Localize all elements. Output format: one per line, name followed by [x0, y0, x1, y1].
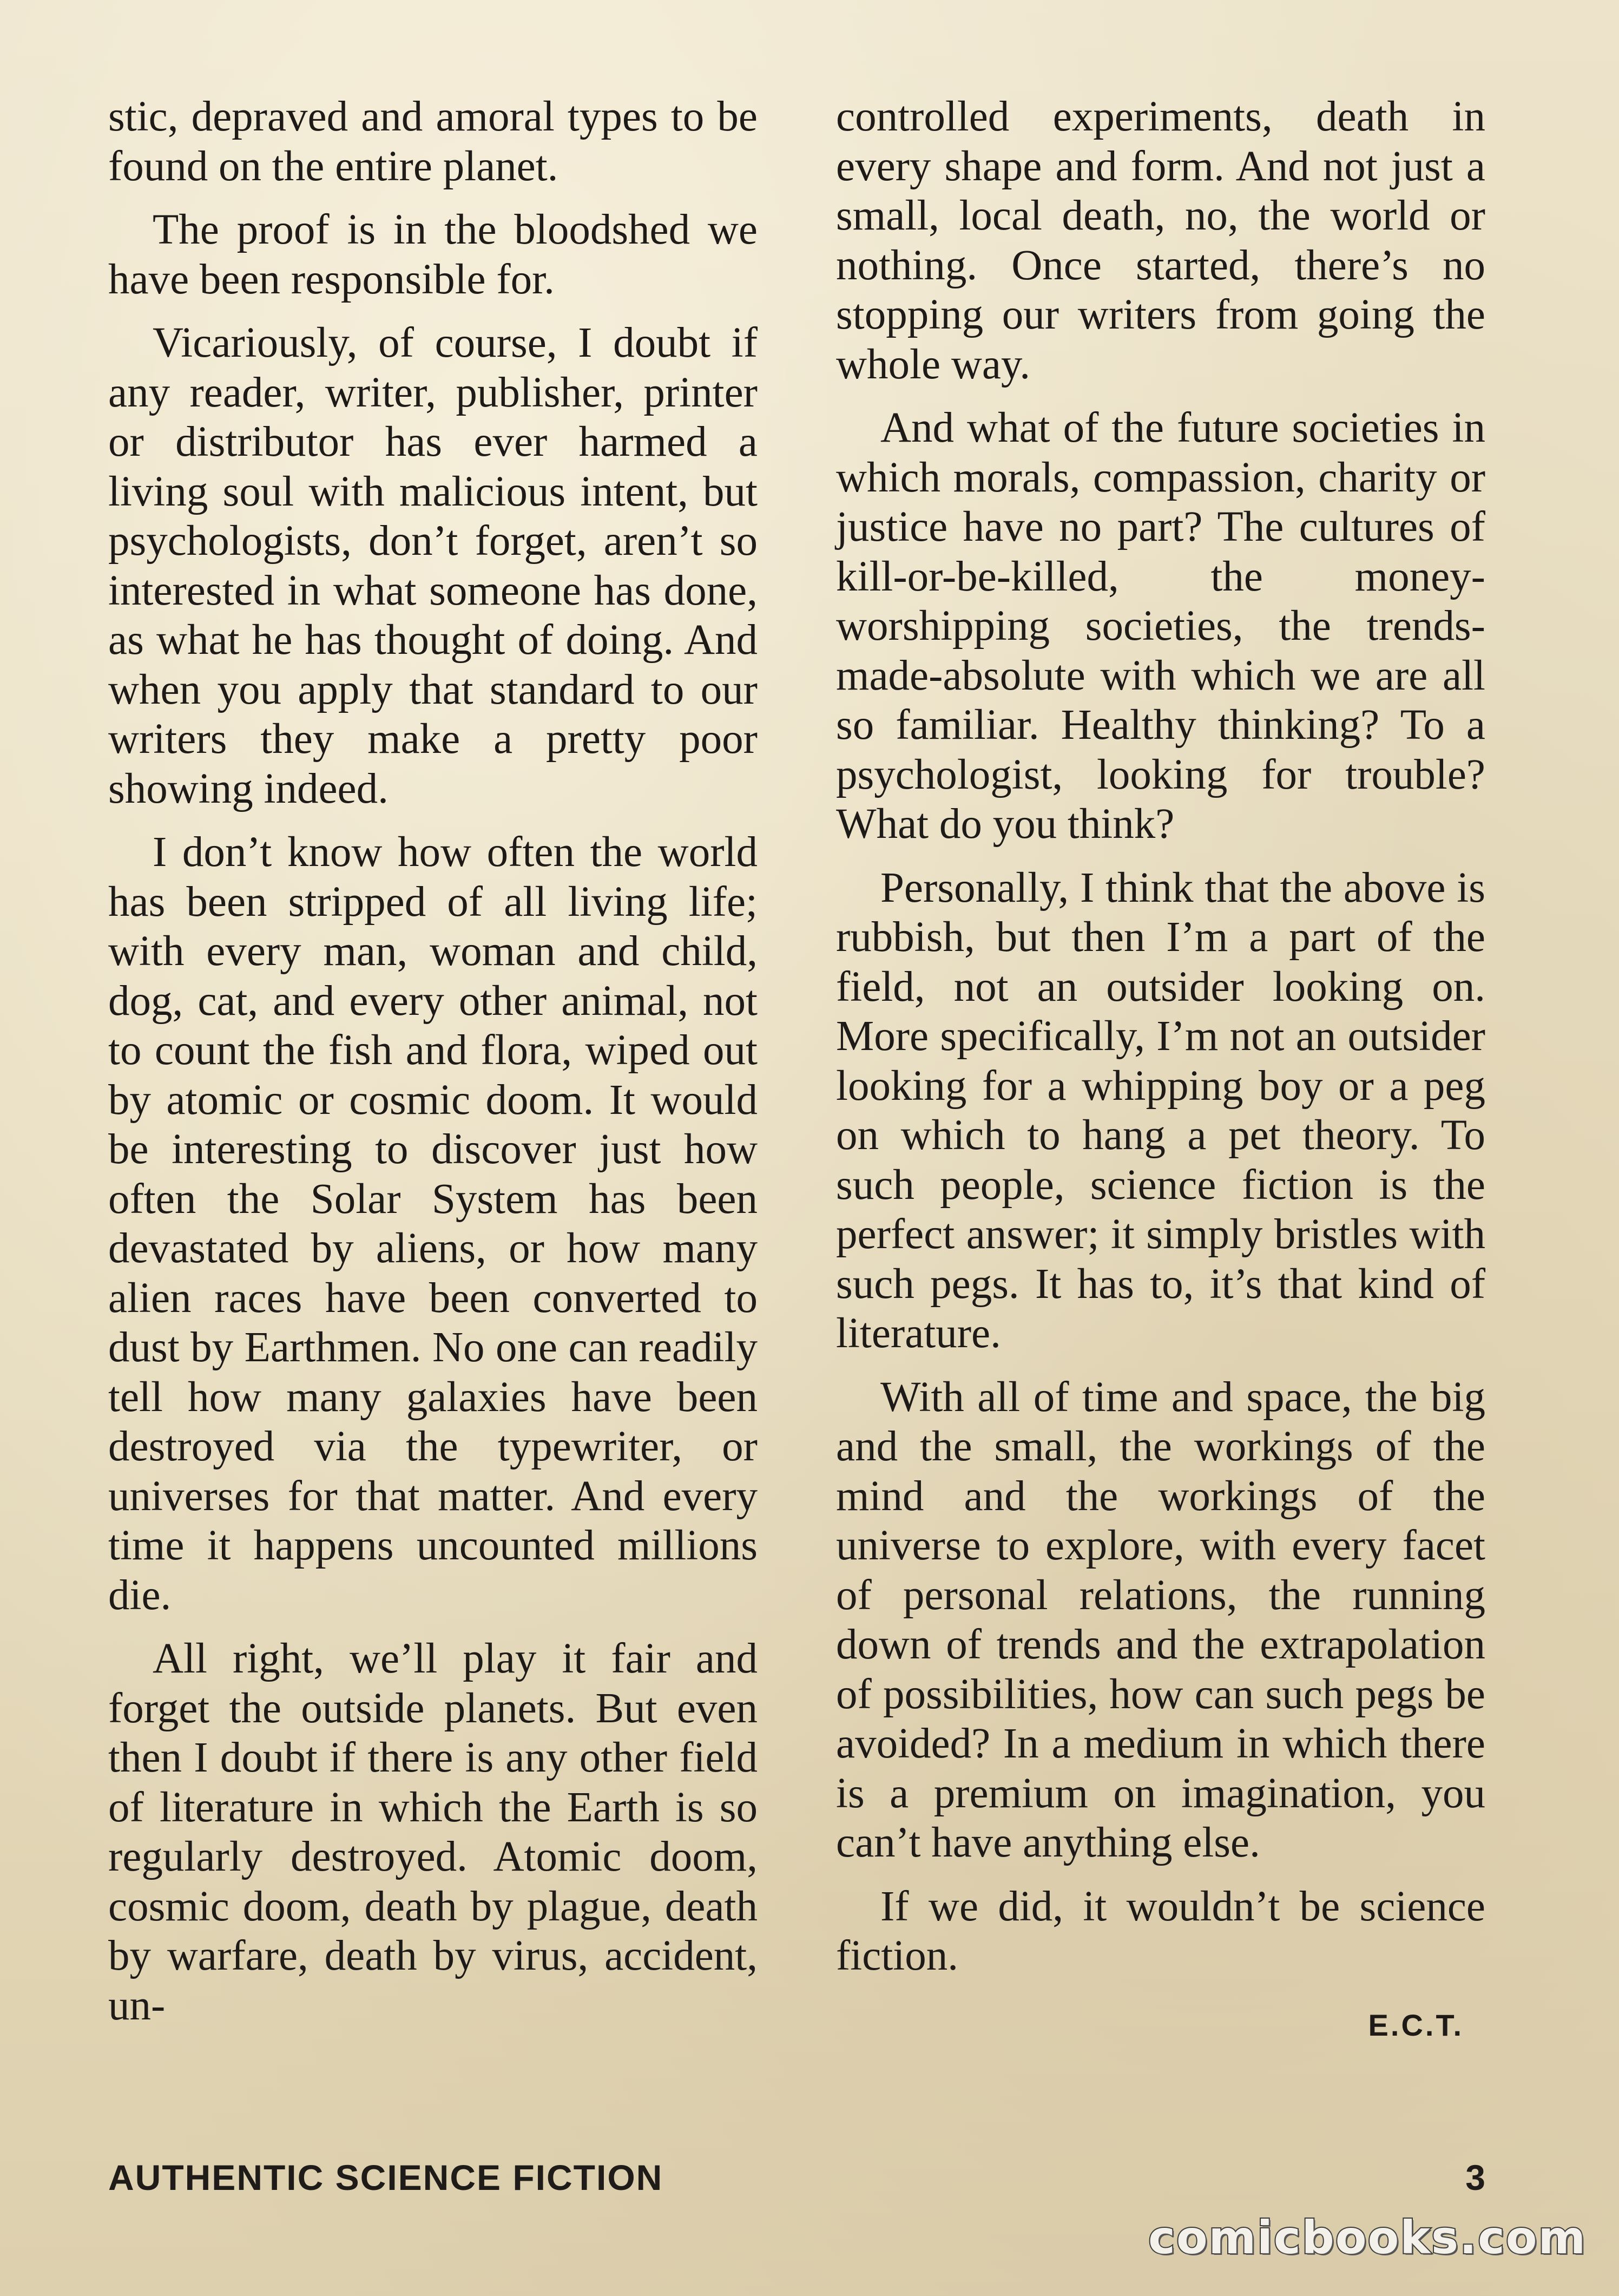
paragraph: Personally, I think that the above is rubbish, but then I’m a part of the field, not an outsider looking on. More specifically, I’m not an outsider looking for a whipping boy or a peg on which to hang a pet theory. To such people, science fiction is the perfect answer; it simply bristles with such pegs. It has to, it’s that kind of literature.: [836, 864, 1485, 1357]
text-column-left: [108, 92, 758, 2044]
paragraph: With all of time and space, the big and the small, the workings of the mind and the workings of the universe to explore, with every facet of personal relations, the running down of trends and the extrapolation of possibilities, how can such pegs be avoided? In a medium in which there is a premium on imagination, you can’t have anything else.: [836, 1373, 1485, 1866]
paragraph: controlled experiments, death in every shape and form. And not just a small, local death, no, the world or nothing. Once started, there’s no stopping our writers from going the whole way.: [836, 93, 1485, 388]
paragraph: stic, depraved and amoral types to be found on the entire planet.: [108, 93, 758, 190]
page-number: 3: [1465, 2157, 1485, 2197]
site-watermark: comicbooks.com: [1148, 2211, 1587, 2264]
paragraph: Vicariously, of course, I doubt if any reader, writer, publisher, printer or distributor has ever harmed a living soul with malicious intent, but psychologists, don’t forget, aren’t so interested in what someone has done, as what he has thought of doing. And when you apply that standard to our writers they make a pretty poor showing indeed.: [108, 319, 758, 812]
paragraph: All right, we’ll play it fair and forget the outside planets. But even then I doubt if there is any other field of literature in which the Earth is so regularly destroyed. Atomic doom, cosmic doom, death by plague, death by warfare, death by virus, accident, un-: [108, 1635, 758, 2029]
paragraph: If we did, it wouldn’t be science fiction.: [836, 1882, 1485, 1979]
paragraph: I don’t know how often the world has been stripped of all living life; with every man, woman and child, dog, cat, and every other animal, not to count the fish and flora, wiped out by atomic or cosmic doom. It would be interesting to discover just how often the Solar System has been devastated by aliens, or how many alien races have been converted to dust by Earthmen. No one can readily tell how many galaxies have been destroyed via the typewriter, or universes for that matter. And every time it happens uncounted millions die.: [108, 829, 758, 1619]
text-column-right: [836, 92, 1485, 2050]
author-initials: E.C.T.: [1368, 2008, 1464, 2042]
paragraph: The proof is in the bloodshed we have been responsible for.: [108, 206, 758, 303]
running-head: AUTHENTIC SCIENCE FICTION: [108, 2157, 663, 2197]
page-footer: [108, 2157, 1485, 2206]
paragraph: And what of the future societies in which morals, compassion, charity or justice have no part? The cultures of kill-or-be-killed, the money-worshipping societies, the trends-made-absolute with which we are all so familiar. Healthy thinking? To a psychologist, looking for trouble? What do you think?: [836, 404, 1485, 848]
